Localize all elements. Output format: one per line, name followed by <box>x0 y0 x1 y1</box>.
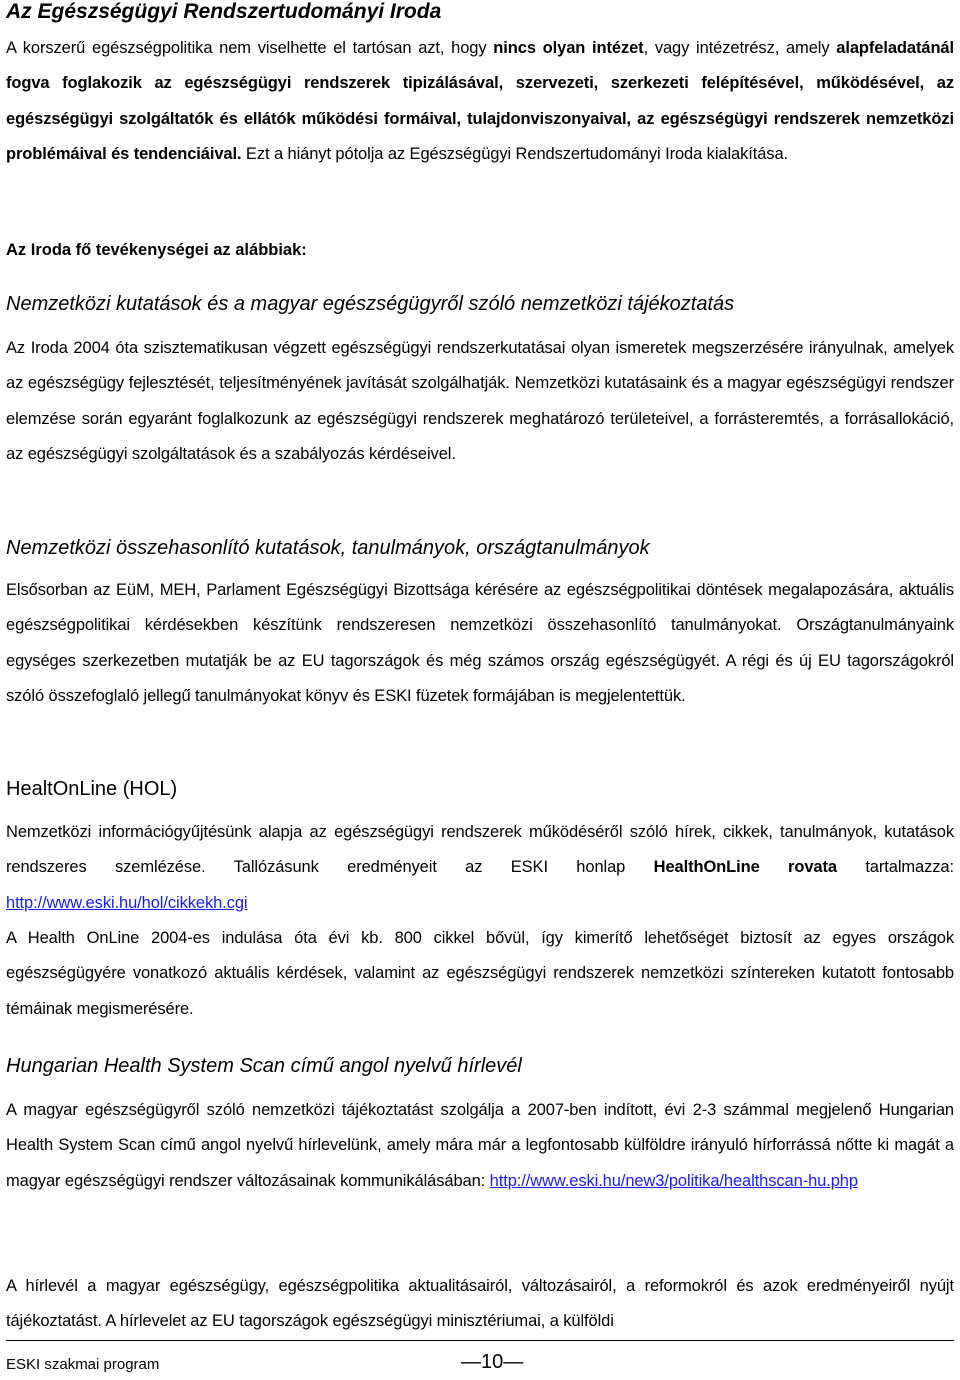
section-text-hol <box>6 815 954 921</box>
intro-bold-2: alapfeladatánál fogva foglakozik az egészségügyi rendszerek tipizálásával, szervezeti, szerkezeti felépítésével, működésével, az egészségügyi szolgáltatók és ellátók működési formáival, tulajdonviszonyaival, az egészségügyi rendszerek nemzetközi problémáival és tendenciáival. <box>6 39 954 164</box>
document-title: Az Egészségügyi Rendszertudományi Iroda <box>6 0 442 23</box>
section-heading-hhss: Hungarian Health System Scan című angol nyelvű hírlevél <box>6 1055 522 1077</box>
hol-link[interactable]: http://www.eski.hu/hol/cikkekh.cgi <box>6 893 248 912</box>
section-heading-research: Nemzetközi kutatások és a magyar egészségügyről szóló nemzetközi tájékoztatás <box>6 293 735 315</box>
section-text-hol-2: A Health OnLine 2004-es indulása óta évi kb. 800 cikkel bővül, így kimerítő lehetőséget biztosít az egyes országok egészségügyére vonatkozó aktuális kérdések, valamint az egészségügyi rendszerek nemzetközi színtereken kutatott fontosabb témáinak megismerésére. <box>6 929 954 1018</box>
footer-page-number: —10— <box>461 1351 524 1373</box>
hol-bold-1: HealthOnLine rovata <box>653 858 837 877</box>
document-page <box>6 0 954 1380</box>
hol-text-2: tartalmazza: <box>836 858 954 877</box>
hhss-link[interactable]: http://www.eski.hu/new3/politika/healthscan-hu.php <box>489 1171 858 1190</box>
footer-program-label: ESKI szakmai program <box>6 1356 160 1373</box>
intro-paragraph <box>6 31 954 173</box>
intro-text-1: A korszerű egészségpolitika nem viselhette el tartósan azt, hogy <box>6 39 494 57</box>
section-heading-hol: HealtOnLine (HOL) <box>6 778 178 800</box>
intro-bold-1: nincs olyan intézet <box>493 39 644 57</box>
intro-text-3: Ezt a hiányt pótolja az Egészségügyi Rendszertudományi Iroda kialakítása. <box>241 145 789 164</box>
hhss-text-1: A magyar egészségügyről szóló nemzetközi tájékoztatást szolgálja a 2007-ben indított, évi 2-3 számmal megjelenő Hungarian Health System Scan című angol nyelvű hírlevelünk, amely mára már a legfontosabb külföldre irányuló hírforrássá nőtte ki magát a magyar egészségügyi rendszer változásainak kommunikálásában: <box>6 1101 954 1190</box>
section-text-hhss-2: A hírlevél a magyar egészségügy, egészségpolitika aktualitásairól, változásairól, a reformokról és azok eredményeiről nyújt tájékoztatást. A hírlevelet az EU tagországok egészségügyi minisztériumai, a külföldi <box>6 1277 954 1331</box>
section-heading-comparative: Nemzetközi összehasonlító kutatások, tanulmányok, országtanulmányok <box>6 537 650 559</box>
section-text-hhss <box>6 1093 954 1199</box>
footer-divider <box>6 1340 954 1341</box>
section-text-research: Az Iroda 2004 óta szisztematikusan végzett egészségügyi rendszerkutatásai olyan ismeretek megszerzésére irányulnak, amelyek az egészségügy fejlesztését, teljesítményének javítását szolgálhatják. Nemzetközi kutatásaink és a magyar egészségügyi rendszer elemzése során egyaránt foglalkozunk az egészségügyi rendszerek meghatározó területeivel, a forrásteremtés, a forrásallokáció, az egészségügyi szolgáltatások és a szabályozás kérdéseivel. <box>6 339 954 464</box>
hol-text-1: Nemzetközi információgyűjtésünk alapja az egészségügyi rendszerek működéséről szóló hírek, cikkek, tanulmányok, kutatások rendszeres szemlézése. Tallózásunk eredményeit az ESKI honlap <box>6 823 954 877</box>
activities-heading: Az Iroda fő tevékenységei az alábbiak: <box>6 241 307 259</box>
intro-text-2: , vagy intézetrész, amely <box>643 39 837 57</box>
section-text-comparative: Elsősorban az EüM, MEH, Parlament Egészségügyi Bizottsága kérésére az egészségpolitikai döntések megalapozására, aktuális egészségpolitikai kérdésekben készítünk rendszeresen nemzetközi összehasonlító tanulmányokat. Országtanulmányaink egységes szerkezetben mutatják be az EU tagországok és még számos ország egészségügyét. A régi és új EU tagországokról szóló összefoglaló jellegű tanulmányokat könyv és ESKI füzetek formájában is megjelentettük. <box>6 581 954 706</box>
